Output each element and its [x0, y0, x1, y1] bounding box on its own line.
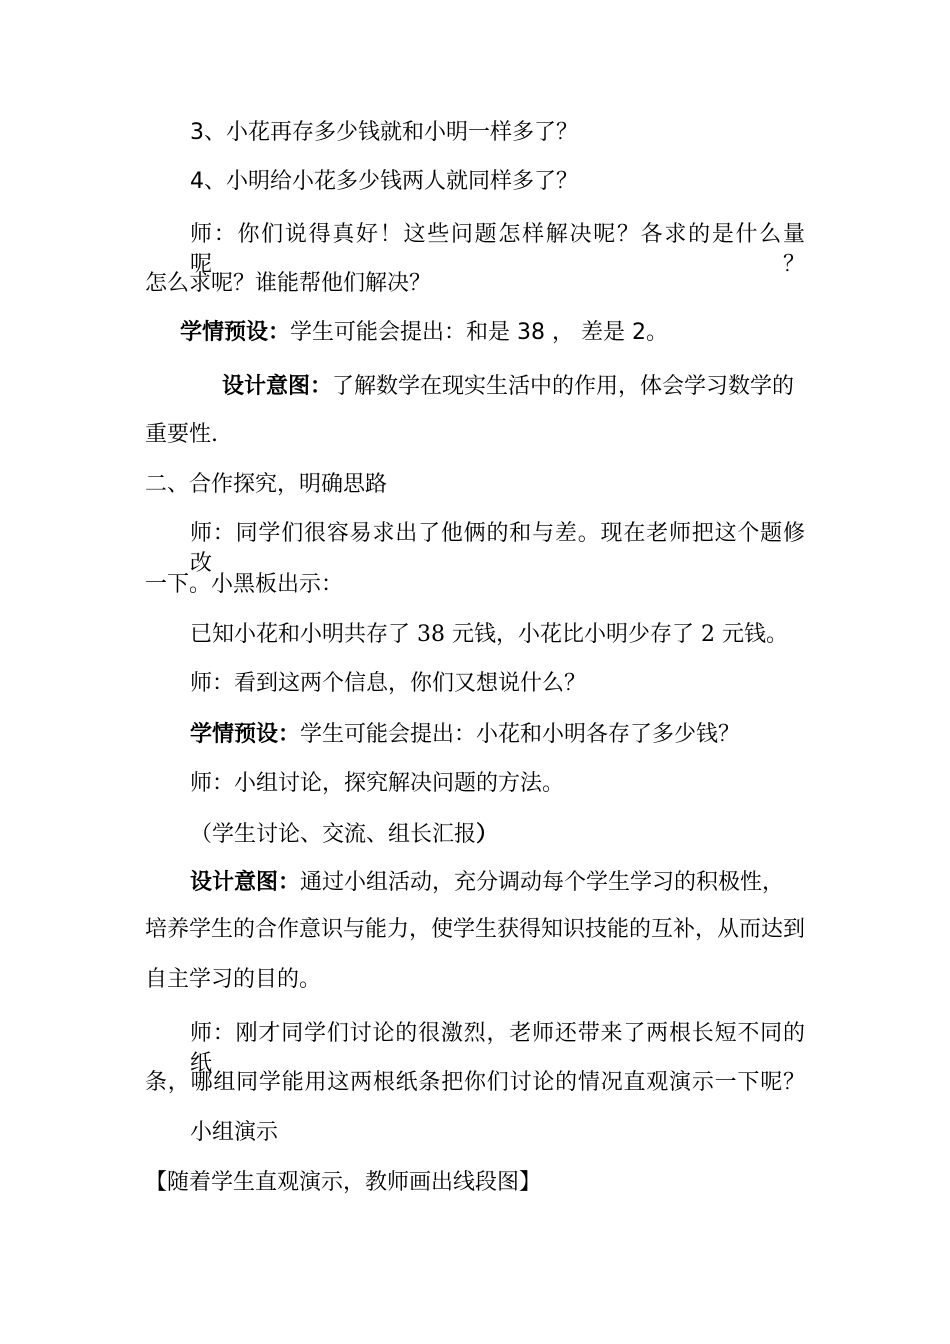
student-preset-1 — [180, 318, 668, 348]
student-preset-2-label: 学情预设： — [190, 722, 301, 747]
teacher-paragraph-3: 师：看到这两个信息，你们又想说什么？ — [190, 671, 587, 696]
teacher-paragraph-1-line-1: 师：你们说得真好！这些问题怎样解决呢？各求的是什么量呢？ — [190, 222, 805, 277]
design-intent-2-label: 设计意图： — [190, 870, 301, 895]
design-intent-1-label: 设计意图： — [222, 374, 333, 399]
design-intent-2-line-1 — [190, 868, 784, 898]
discussion-note — [190, 819, 498, 850]
student-preset-2 — [190, 720, 740, 750]
question-4: 4、小明给小花多少钱两人就同样多了？ — [190, 169, 578, 194]
design-intent-2-text-1: 通过小组活动，充分调动每个学生学习的积极性， — [300, 870, 785, 895]
student-preset-1-text: 学生可能会提出：和是 38 ， 差是 2。 — [290, 320, 668, 345]
discussion-note-close: ） — [476, 822, 499, 847]
teacher-paragraph-2-line-2: 一下。小黑板出示： — [145, 572, 344, 597]
discussion-note-text: （学生讨论、交流、组长汇报 — [190, 822, 477, 847]
group-demo: 小组演示 — [190, 1120, 279, 1145]
section-2-heading: 二、合作探究，明确思路 — [145, 472, 388, 497]
design-intent-2-line-2: 培养学生的合作意识与能力，使学生获得知识技能的互补，从而达到 — [145, 917, 806, 942]
teacher-paragraph-1-line-2: 怎么求呢？谁能帮他们解决？ — [145, 271, 432, 296]
blackboard-text: 已知小花和小明共存了 38 元钱，小花比小明少存了 2 元钱。 — [190, 622, 788, 647]
teacher-paragraph-6-line-2: 条，哪组同学能用这两根纸条把你们讨论的情况直观演示一下呢？ — [145, 1070, 805, 1095]
question-3: 3、小花再存多少钱就和小明一样多了？ — [190, 120, 578, 145]
student-preset-1-label: 学情预设： — [180, 320, 291, 345]
teacher-paragraph-2-line-1: 师：同学们很容易求出了他俩的和与差。现在老师把这个题修改 — [190, 521, 805, 576]
design-intent-1-text: 了解数学在现实生活中的作用，体会学习数学的 — [332, 374, 795, 399]
design-intent-1-line-2: 重要性. — [145, 422, 218, 447]
design-intent-2-line-3: 自主学习的目的。 — [145, 967, 322, 992]
demo-instruction: 【随着学生直观演示，教师画出线段图】 — [145, 1170, 542, 1195]
design-intent-1-line-1 — [222, 371, 794, 402]
student-preset-2-text: 学生可能会提出：小花和小明各存了多少钱？ — [300, 722, 741, 747]
teacher-paragraph-4: 师：小组讨论，探究解决问题的方法。 — [190, 771, 565, 796]
teacher-paragraph-6-line-1: 师：刚才同学们讨论的很激烈，老师还带来了两根长短不同的纸 — [190, 1021, 805, 1076]
